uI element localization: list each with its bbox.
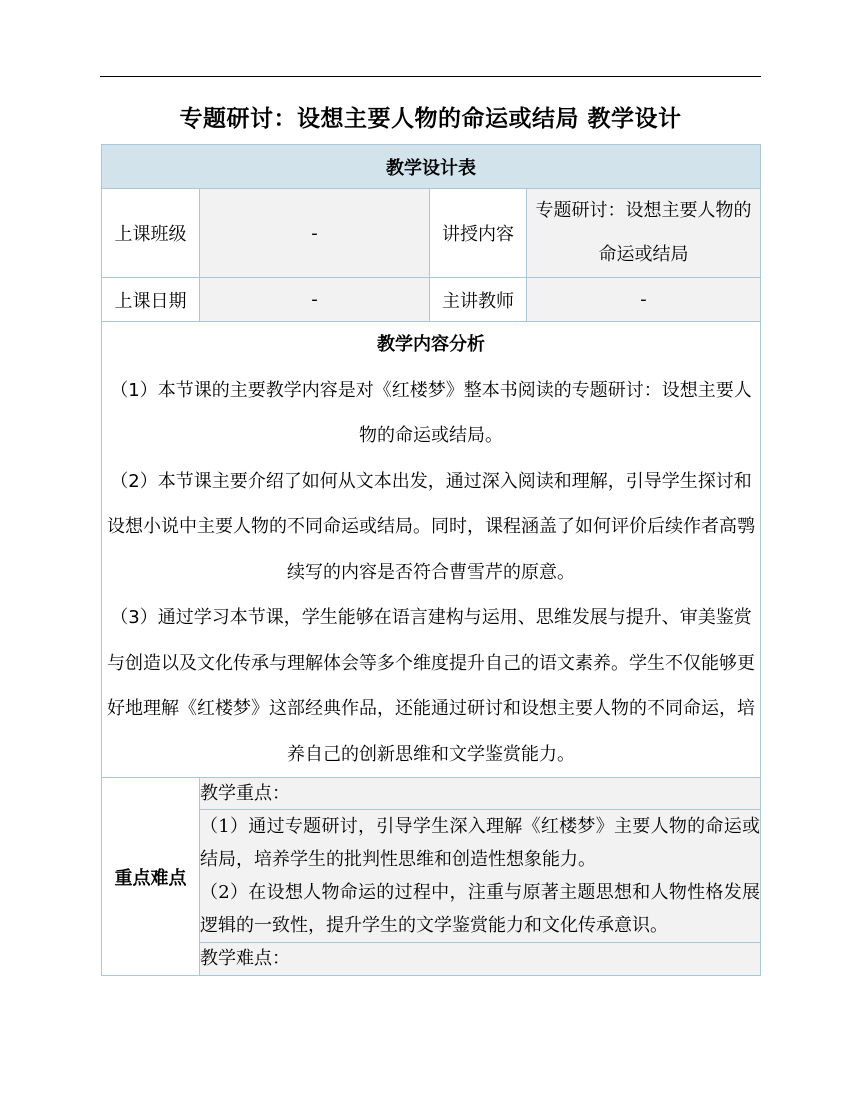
teaching-design-table (101, 144, 761, 976)
class-value: - (200, 189, 430, 278)
analysis-title: 教学内容分析 (377, 334, 485, 355)
document-title: 专题研讨：设想主要人物的命运或结局 教学设计 (179, 106, 682, 132)
analysis-paragraph-2: （2）本节课主要介绍了如何从文本出发，通过深入阅读和理解，引导学生探讨和设想小说中主要人物的不同命运或结局。同时，课程涵盖了如何评价后续作者高鹗续写的内容是否符合曹雪芹的原意。 (107, 470, 755, 583)
difficulty-heading: 教学难点： (200, 943, 761, 976)
header-rule (100, 76, 761, 77)
focus-item-2: （2）在设想人物命运的过程中，注重与原著主题思想和人物性格发展逻辑的一致性，提升学生的文学鉴赏能力和文化传承意识。 (200, 882, 760, 936)
content-value: 专题研讨：设想主要人物的命运或结局 (527, 189, 761, 278)
analysis-paragraph-1: （1）本节课的主要教学内容是对《红楼梦》整本书阅读的专题研讨：设想主要人物的命运或结局。 (110, 379, 752, 446)
class-label: 上课班级 (102, 189, 200, 278)
content-analysis (102, 322, 761, 778)
table-header: 教学设计表 (102, 145, 761, 189)
analysis-paragraph-3: （3）通过学习本节课，学生能够在语言建构与运用、思维发展与提升、审美鉴赏与创造以及文化传承与理解体会等多个维度提升自己的语文素养。学生不仅能够更好地理解《红楼梦》这部经典作品，还能通过研讨和设想主要人物的不同命运，培养自己的创新思维和文学鉴赏能力。 (107, 607, 755, 765)
date-value: - (200, 278, 430, 322)
focus-item-1: （1）通过专题研讨，引导学生深入理解《红楼梦》主要人物的命运或结局，培养学生的批判性思维和创造性想象能力。 (200, 816, 760, 870)
teacher-value: - (527, 278, 761, 322)
focus-details (200, 810, 761, 943)
key-difficult-label: 重点难点 (102, 778, 200, 976)
content-label: 讲授内容 (430, 189, 527, 278)
date-label: 上课日期 (102, 278, 200, 322)
focus-heading: 教学重点： (200, 778, 761, 810)
teacher-label: 主讲教师 (430, 278, 527, 322)
